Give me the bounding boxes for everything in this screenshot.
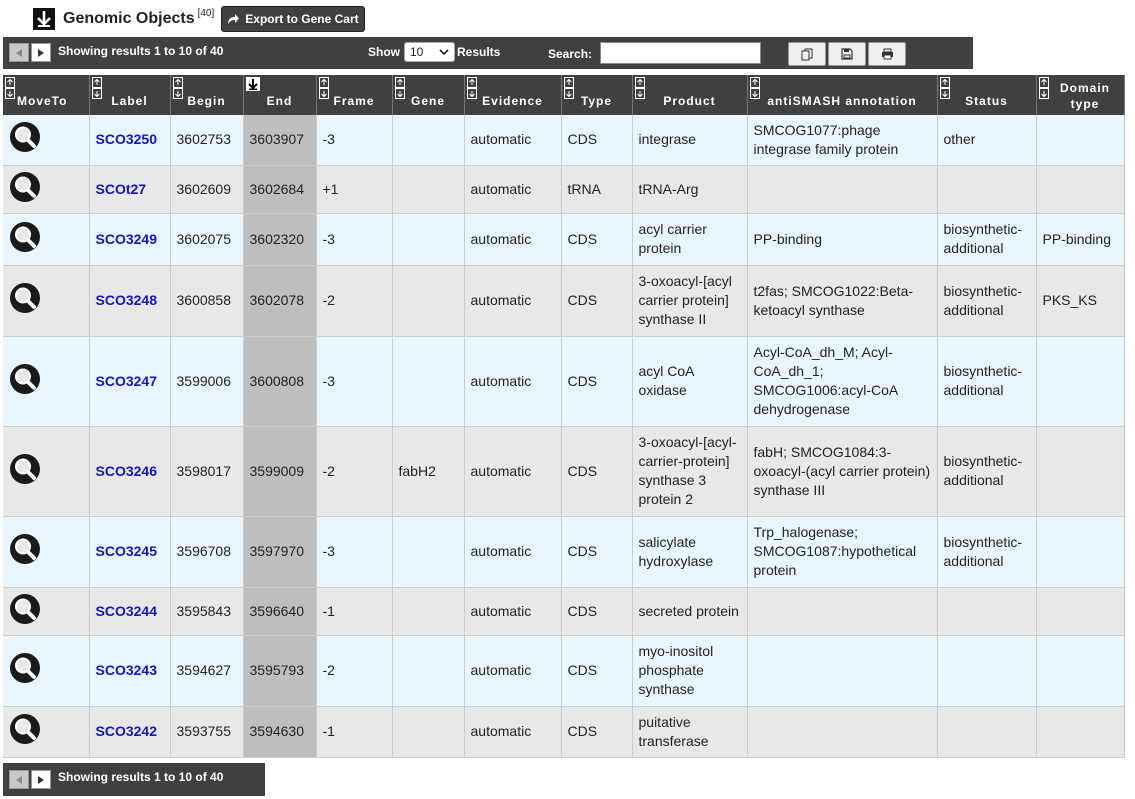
sort-arrows-icon [564, 77, 574, 99]
antismash-cell: Acyl-CoA_dh_M; Acyl-CoA_dh_1; SMCOG1006:acyl-CoA dehydrogenase [747, 336, 937, 426]
gene-cell [392, 706, 464, 757]
gene-cell [392, 516, 464, 587]
table-row [3, 213, 1124, 265]
column-label: Gene [410, 94, 445, 108]
moveto-cell [3, 165, 89, 213]
chevron-down-icon [438, 44, 450, 60]
antismash-cell [747, 165, 937, 213]
column-header-domain-type[interactable] [1036, 75, 1124, 115]
column-label: antiSMASH annotation [767, 94, 917, 108]
showing-results-text: Showing results 1 to 10 of 40 [58, 44, 224, 58]
product-cell: acyl CoA oxidase [632, 336, 747, 426]
download-arrow-icon[interactable] [33, 8, 55, 30]
evidence-cell: automatic [464, 213, 561, 265]
sort-arrows-icon [750, 77, 760, 99]
end-cell: 3599009 [243, 426, 316, 516]
frame-cell: -3 [316, 336, 392, 426]
end-cell: 3594630 [243, 706, 316, 757]
type-cell: CDS [561, 587, 632, 635]
sort-arrows-icon [92, 77, 102, 99]
result-count: [40] [197, 7, 215, 19]
magnifier-icon[interactable] [9, 221, 41, 253]
table-header-row [3, 75, 1124, 115]
gene-cell [392, 165, 464, 213]
triangle-left-icon [14, 48, 24, 58]
label-link[interactable]: SCO3248 [89, 265, 170, 336]
magnifier-icon[interactable] [9, 453, 41, 485]
moveto-cell [3, 265, 89, 336]
label-link[interactable]: SCO3242 [89, 706, 170, 757]
sort-arrows-icon [319, 77, 329, 99]
sort-arrows-icon [5, 77, 15, 99]
column-header-status[interactable] [937, 75, 1036, 115]
end-cell: 3602078 [243, 265, 316, 336]
column-label: End [266, 94, 293, 108]
moveto-cell [3, 587, 89, 635]
end-cell: 3596640 [243, 587, 316, 635]
status-cell: biosynthetic-additional [937, 213, 1036, 265]
begin-cell: 3599006 [170, 336, 243, 426]
column-label: Label [111, 94, 148, 108]
magnifier-icon[interactable] [9, 282, 41, 314]
frame-cell: -2 [316, 635, 392, 706]
table-row [3, 115, 1124, 165]
product-cell: 3-oxoacyl-[acyl carrier protein] synthase II [632, 265, 747, 336]
status-cell: biosynthetic-additional [937, 516, 1036, 587]
status-cell [937, 706, 1036, 757]
column-header-evidence[interactable] [464, 75, 561, 115]
product-cell: puitative transferase [632, 706, 747, 757]
moveto-cell [3, 213, 89, 265]
copy-icon [801, 48, 813, 61]
status-cell: biosynthetic-additional [937, 336, 1036, 426]
column-header-moveto[interactable] [3, 75, 89, 115]
frame-cell: -3 [316, 516, 392, 587]
column-label: Begin [187, 94, 226, 108]
begin-cell: 3596708 [170, 516, 243, 587]
table-row [3, 635, 1124, 706]
end-cell: 3602320 [243, 213, 316, 265]
table-row [3, 165, 1124, 213]
type-cell: CDS [561, 516, 632, 587]
genomic-objects-table [3, 75, 1125, 758]
moveto-cell [3, 706, 89, 757]
label-link[interactable]: SCO3249 [89, 213, 170, 265]
floppy-disk-icon [841, 48, 853, 60]
magnifier-icon[interactable] [9, 652, 41, 684]
frame-cell: -2 [316, 426, 392, 516]
evidence-cell: automatic [464, 115, 561, 165]
status-cell: other [937, 115, 1036, 165]
gene-cell [392, 336, 464, 426]
share-arrow-icon [227, 13, 240, 25]
table-row [3, 426, 1124, 516]
domain-type-cell [1036, 165, 1124, 213]
status-cell [937, 165, 1036, 213]
begin-cell: 3602075 [170, 213, 243, 265]
magnifier-icon[interactable] [9, 363, 41, 395]
product-cell: integrase [632, 115, 747, 165]
evidence-cell: automatic [464, 165, 561, 213]
label-link[interactable]: SCO3247 [89, 336, 170, 426]
type-cell: CDS [561, 213, 632, 265]
frame-cell: -3 [316, 213, 392, 265]
magnifier-icon[interactable] [9, 593, 41, 625]
export-to-gene-cart-button[interactable] [221, 6, 364, 32]
table-row [3, 587, 1124, 635]
previous-page-button[interactable] [9, 43, 29, 62]
evidence-cell: automatic [464, 336, 561, 426]
showing-results-text: Showing results 1 to 10 of 40 [58, 770, 224, 784]
type-cell: CDS [561, 426, 632, 516]
magnifier-icon[interactable] [9, 713, 41, 745]
begin-cell: 3600858 [170, 265, 243, 336]
sort-arrows-icon [635, 77, 645, 99]
moveto-cell [3, 336, 89, 426]
table-toolbar [3, 37, 973, 69]
evidence-cell: automatic [464, 706, 561, 757]
table-row [3, 265, 1124, 336]
type-cell: CDS [561, 336, 632, 426]
domain-type-cell [1036, 426, 1124, 516]
show-label: Show [368, 45, 400, 59]
next-page-button[interactable] [31, 43, 51, 62]
column-label: Frame [333, 94, 375, 108]
status-cell [937, 587, 1036, 635]
domain-type-cell [1036, 336, 1124, 426]
search-input[interactable] [600, 42, 761, 64]
antismash-cell: t2fas; SMCOG1022:Beta-ketoacyl synthase [747, 265, 937, 336]
next-page-button[interactable] [31, 770, 51, 789]
page-header [33, 6, 365, 32]
table-row [3, 516, 1124, 587]
begin-cell: 3602609 [170, 165, 243, 213]
antismash-cell [747, 587, 937, 635]
label-link[interactable]: SCOt27 [89, 165, 170, 213]
copy-button[interactable] [788, 42, 826, 66]
triangle-right-icon [36, 775, 46, 785]
type-cell: CDS [561, 635, 632, 706]
evidence-cell: automatic [464, 426, 561, 516]
column-header-gene[interactable] [392, 75, 464, 115]
frame-cell: -1 [316, 706, 392, 757]
domain-type-cell: PKS_KS [1036, 265, 1124, 336]
antismash-cell: fabH; SMCOG1084:3-oxoacyl-(acyl carrier protein) synthase III [747, 426, 937, 516]
end-cell: 3603907 [243, 115, 316, 165]
column-label: Domain type [1059, 81, 1110, 111]
frame-cell: +1 [316, 165, 392, 213]
export-label: Export to Gene Cart [245, 12, 359, 26]
begin-cell: 3595843 [170, 587, 243, 635]
evidence-cell: automatic [464, 635, 561, 706]
search-label: Search: [548, 47, 593, 61]
evidence-cell: automatic [464, 265, 561, 336]
type-cell: tRNA [561, 165, 632, 213]
save-button[interactable] [828, 42, 866, 66]
pager [9, 43, 51, 62]
end-cell: 3595793 [243, 635, 316, 706]
evidence-cell: automatic [464, 587, 561, 635]
domain-type-cell: PP-binding [1036, 213, 1124, 265]
sort-arrows-icon [1039, 77, 1049, 99]
status-cell: biosynthetic-additional [937, 265, 1036, 336]
product-cell: salicylate hydroxylase [632, 516, 747, 587]
sort-arrows-icon [395, 77, 405, 99]
triangle-right-icon [36, 48, 46, 58]
product-cell: 3-oxoacyl-[acyl-carrier-protein] synthase 3 protein 2 [632, 426, 747, 516]
printer-icon [881, 48, 894, 60]
gene-cell [392, 213, 464, 265]
column-header-begin[interactable] [170, 75, 243, 115]
antismash-cell: Trp_halogenase; SMCOG1087:hypothetical protein [747, 516, 937, 587]
label-link[interactable]: SCO3250 [89, 115, 170, 165]
print-button[interactable] [868, 42, 906, 66]
product-cell: secreted protein [632, 587, 747, 635]
sort-arrows-icon [173, 77, 183, 99]
gene-cell [392, 635, 464, 706]
end-cell: 3600808 [243, 336, 316, 426]
page-length-select[interactable] [404, 42, 455, 62]
gene-cell [392, 587, 464, 635]
begin-cell: 3593755 [170, 706, 243, 757]
begin-cell: 3594627 [170, 635, 243, 706]
domain-type-cell [1036, 706, 1124, 757]
status-cell: biosynthetic-additional [937, 426, 1036, 516]
column-header-label[interactable] [89, 75, 170, 115]
domain-type-cell [1036, 635, 1124, 706]
table-row [3, 706, 1124, 757]
gene-cell [392, 115, 464, 165]
product-cell: tRNA-Arg [632, 165, 747, 213]
table-row [3, 336, 1124, 426]
sort-descending-icon [246, 77, 256, 91]
column-header-end[interactable] [243, 75, 316, 115]
column-label: MoveTo [17, 94, 68, 108]
product-cell: acyl carrier protein [632, 213, 747, 265]
magnifier-icon[interactable] [9, 533, 41, 565]
label-link[interactable]: SCO3245 [89, 516, 170, 587]
column-label: Product [663, 94, 716, 108]
antismash-cell: PP-binding [747, 213, 937, 265]
frame-cell: -2 [316, 265, 392, 336]
column-header-antismash[interactable] [747, 75, 937, 115]
column-label: Evidence [482, 94, 543, 108]
label-link[interactable]: SCO3243 [89, 635, 170, 706]
antismash-cell [747, 635, 937, 706]
type-cell: CDS [561, 115, 632, 165]
table-body [3, 115, 1124, 757]
type-cell: CDS [561, 706, 632, 757]
column-label: Type [580, 94, 613, 108]
moveto-cell [3, 635, 89, 706]
magnifier-icon[interactable] [9, 121, 41, 153]
column-header-product[interactable] [632, 75, 747, 115]
results-label: Results [457, 45, 501, 59]
begin-cell: 3598017 [170, 426, 243, 516]
magnifier-icon[interactable] [9, 171, 41, 203]
end-cell: 3597970 [243, 516, 316, 587]
begin-cell: 3602753 [170, 115, 243, 165]
column-header-type[interactable] [561, 75, 632, 115]
domain-type-cell [1036, 516, 1124, 587]
previous-page-button[interactable] [9, 770, 29, 789]
gene-cell: fabH2 [392, 426, 464, 516]
pager-bottom [9, 770, 51, 789]
product-cell: myo-inositol phosphate synthase [632, 635, 747, 706]
label-link[interactable]: SCO3246 [89, 426, 170, 516]
frame-cell: -3 [316, 115, 392, 165]
evidence-cell: automatic [464, 516, 561, 587]
antismash-cell: SMCOG1077:phage integrase family protein [747, 115, 937, 165]
table-footer [3, 763, 265, 796]
sort-arrows-icon [467, 77, 477, 99]
column-label: Status [965, 94, 1008, 108]
moveto-cell [3, 115, 89, 165]
column-header-frame[interactable] [316, 75, 392, 115]
triangle-left-icon [14, 775, 24, 785]
antismash-cell [747, 706, 937, 757]
moveto-cell [3, 426, 89, 516]
moveto-cell [3, 516, 89, 587]
gene-cell [392, 265, 464, 336]
domain-type-cell [1036, 587, 1124, 635]
frame-cell: -1 [316, 587, 392, 635]
page-title: Genomic Objects [63, 10, 195, 27]
type-cell: CDS [561, 265, 632, 336]
sort-arrows-icon [940, 77, 950, 99]
end-cell: 3602684 [243, 165, 316, 213]
page-length-value: 10 [410, 45, 424, 59]
label-link[interactable]: SCO3244 [89, 587, 170, 635]
domain-type-cell [1036, 115, 1124, 165]
status-cell [937, 635, 1036, 706]
